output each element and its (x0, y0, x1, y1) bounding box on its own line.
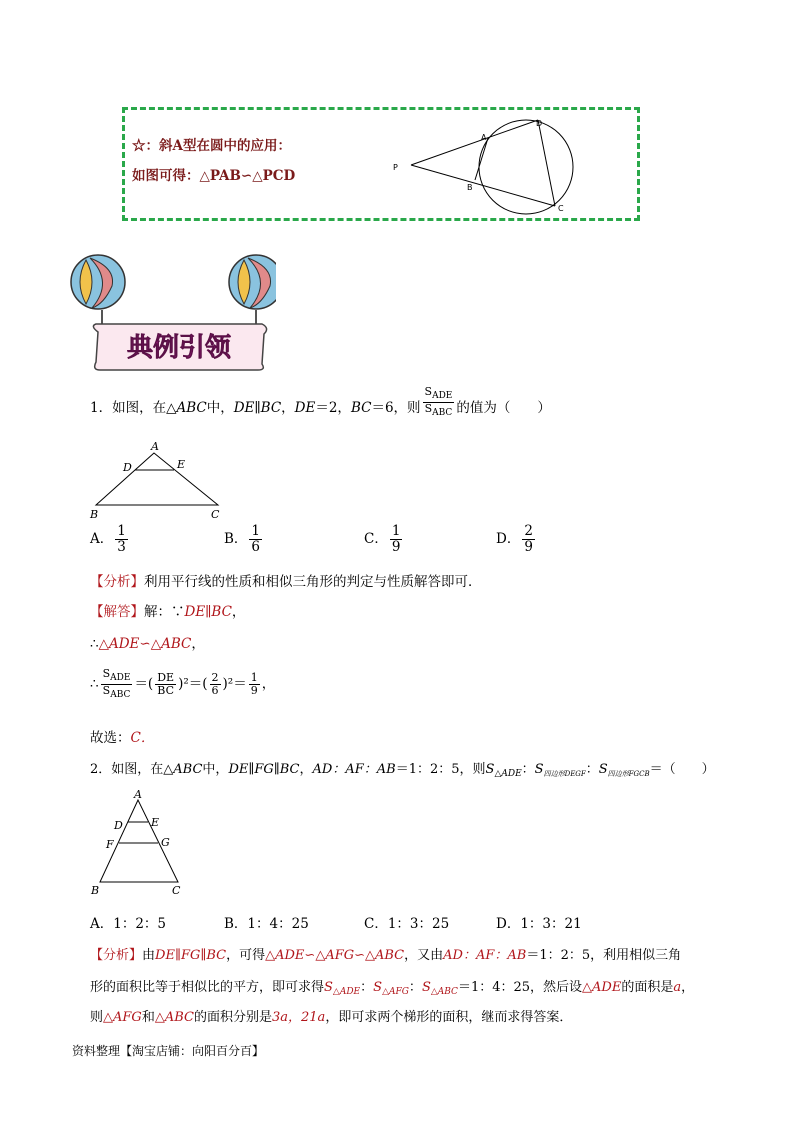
q1-option-a[interactable]: A． $\frac{1}{3}$ (90, 523, 126, 555)
label-d: D (536, 119, 543, 128)
q1-option-b[interactable]: B． $\frac{1}{6}$ (224, 523, 261, 555)
key-point-title: ☆：斜A型在圆中的应用： (132, 138, 291, 154)
label-e: E (177, 458, 186, 471)
q2-option-a[interactable]: A．1：2：5 (90, 916, 167, 932)
q2-triangle-figure (86, 786, 196, 898)
label-b: B (90, 508, 99, 521)
q1-answer-equation: ∴ $\frac{S_{ADE}}{S_{ABC}}$ ＝( $\frac{DE}{BC}$ )²＝( $\frac{2}{6}$ )²＝ $\frac{1}{9}$ ， (90, 667, 276, 700)
label-b: B (467, 183, 473, 192)
label-c: C (172, 884, 181, 897)
line-pd (411, 120, 538, 165)
similar-formula: △PAB∽△PCD (199, 168, 296, 184)
q2-option-b[interactable]: B．1：4：25 (224, 916, 309, 932)
label-c: C (558, 204, 564, 213)
q1-conclusion: 故选：C． (90, 730, 155, 746)
banner-title: 典例引领 (126, 333, 232, 363)
label-p: P (393, 163, 398, 172)
q1-stem: 1．如图，在△ABC中，DE∥BC，DE＝2，BC＝6，则 $\frac{S_{ADE}}{S_{ABC}}$ 的值为（ ） (90, 385, 551, 418)
label-d: D (123, 461, 132, 474)
q1-option-c[interactable]: C． $\frac{1}{9}$ (364, 523, 401, 555)
q1-option-d[interactable]: D． $\frac{2}{9}$ (496, 523, 533, 555)
label-a: A (134, 788, 142, 801)
ball-right-icon (229, 255, 276, 309)
key-point-conclusion: 如图可得：△PAB∽△PCD (132, 168, 296, 184)
label-g: G (161, 836, 170, 849)
q1-answer-line1: 【解答】解：∵DE∥BC， (90, 604, 246, 620)
q2-analysis-line3: 则△AFG和△ABC的面积分别是3a，21a，即可求两个梯形的面积，继而求得答案． (90, 1010, 573, 1025)
chord-ab (475, 138, 488, 180)
label-b: B (91, 884, 100, 897)
line-pc (411, 165, 555, 206)
circle (479, 120, 573, 214)
chord-dc (538, 120, 555, 206)
q1-answer-line2: ∴△ADE∽△ABC， (90, 636, 205, 652)
label-e: E (151, 816, 160, 829)
circle-figure (385, 114, 585, 218)
q1-stem-fraction: $\frac{S_{ADE}}{S_{ABC}}$ (424, 385, 453, 418)
q2-analysis-line1: 【分析】由DE∥FG∥BC，可得△ADE∽△AFG∽△ABC，又由AD：AF：AB＝1：2：5，利用相似三角 (90, 948, 682, 963)
label-a: A (481, 133, 487, 142)
ball-left-icon (71, 255, 125, 309)
label-a: A (151, 440, 159, 453)
q2-stem: 2．如图，在△ABC中，DE∥FG∥BC，AD：AF：AB＝1：2：5，则$S_{\triangle ADE}$：$S_{四边形DEGF}$：$S_{四边形FGCB}=$（ ） (90, 762, 715, 779)
q1-triangle-figure (88, 438, 228, 522)
banner-graphic (66, 252, 276, 376)
label-d: D (114, 819, 123, 832)
footer-source: 资料整理【淘宝店铺：向阳百分百】 (72, 1044, 265, 1058)
q2-option-d[interactable]: D．1：3：21 (496, 916, 582, 932)
q1-analysis: 【分析】利用平行线的性质和相似三角形的判定与性质解答即可． (90, 574, 482, 590)
label-c: C (211, 508, 220, 521)
q2-option-c[interactable]: C．1：3：25 (364, 916, 450, 932)
label-f: F (106, 838, 114, 851)
q2-analysis-line2: 形的面积比等于相似比的平方，即可求得$S_{\triangle ADE}$：$S_{\triangle AFG}$：$S_{\triangle ABC}=1$：4：25，然后设△ADE的面积是a， (90, 980, 695, 997)
triangle-abc (96, 453, 218, 505)
